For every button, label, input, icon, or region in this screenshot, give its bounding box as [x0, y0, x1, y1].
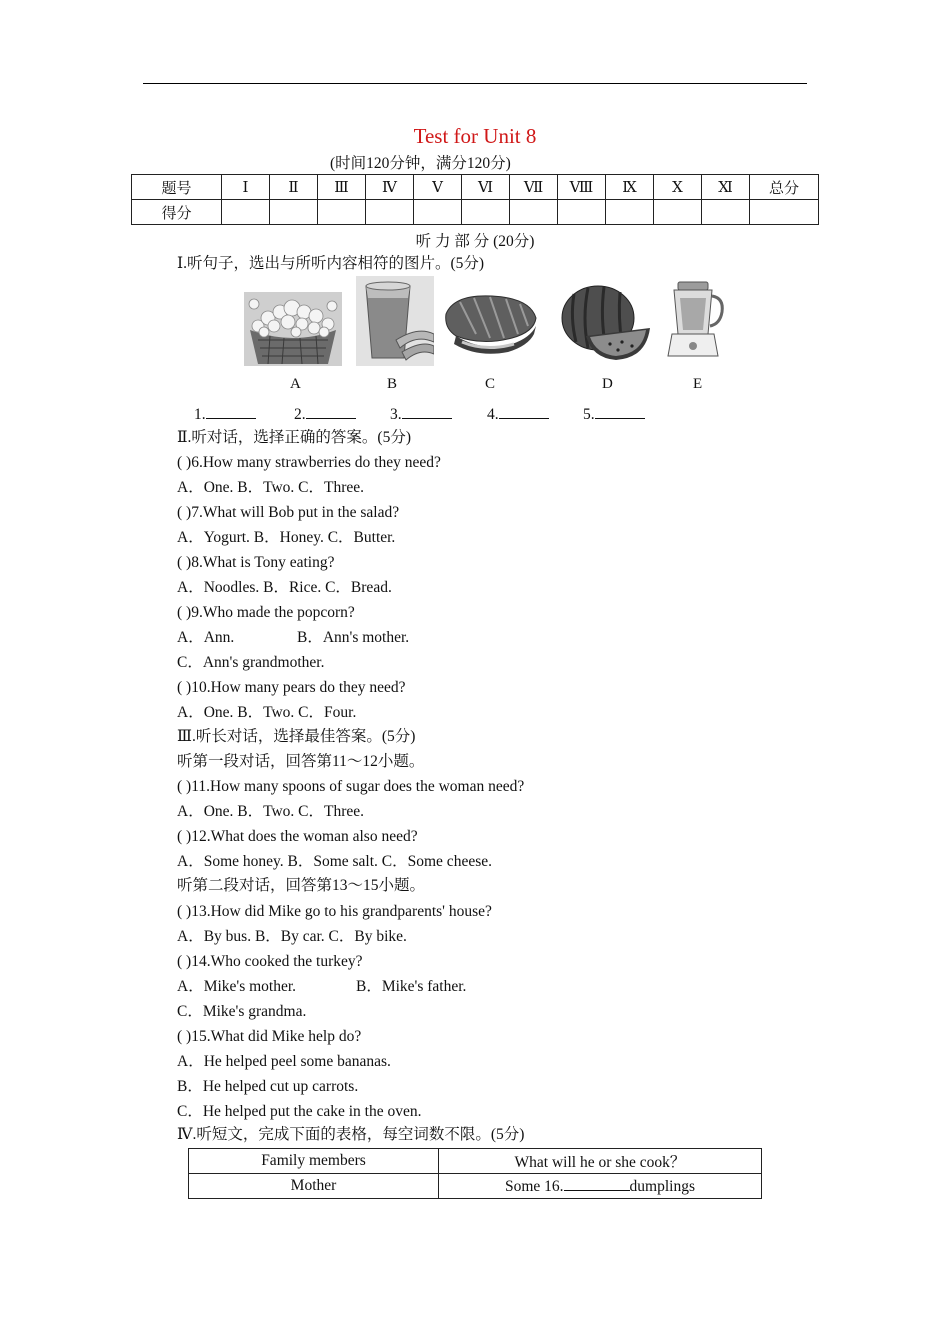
section4-heading: Ⅳ.听短文，完成下面的表格，每空词数不限。(5分)	[177, 1126, 525, 1143]
answer-blank-4[interactable]	[487, 404, 549, 425]
question-line: ( )15.What did Mike help do?	[177, 1028, 362, 1045]
question-line: ( )14.Who cooked the turkey?	[177, 953, 363, 970]
question-line: ( )9.Who made the popcorn?	[177, 604, 355, 621]
score-entry-cell[interactable]	[702, 200, 750, 225]
sandwich-icon	[442, 292, 540, 356]
score-cell: Ⅰ	[222, 175, 270, 200]
section2-heading: Ⅱ.听对话，选择正确的答案。(5分)	[177, 429, 411, 446]
page-subtitle: (时间120分钟，满分120分)	[330, 155, 511, 172]
score-cell: Ⅷ	[558, 175, 606, 200]
blank-number: 5.	[583, 406, 595, 423]
answer-blank-5[interactable]	[583, 404, 645, 425]
question-line: ( )12.What does the woman also need?	[177, 828, 418, 845]
option-line: A．Yogurt. B．Honey. C．Butter.	[177, 529, 396, 546]
milkshake-bananas-icon	[356, 276, 434, 366]
picture-label: C	[485, 376, 496, 392]
popcorn-basket-icon	[244, 292, 342, 366]
picture-label: D	[602, 376, 613, 392]
section3-heading: Ⅲ.听长对话，选择最佳答案。(5分)	[177, 728, 416, 745]
dish-suffix: dumplings	[629, 1178, 695, 1195]
score-cell: Ⅶ	[510, 175, 558, 200]
family-table-header-cell: What will he or she cook？	[439, 1149, 762, 1174]
blank-number: 4.	[487, 406, 499, 423]
option-line: A．Some honey. B．Some salt. C．Some cheese.	[177, 853, 492, 870]
option-line: A．One. B．Two. C．Four.	[177, 704, 357, 721]
family-table-row	[189, 1174, 762, 1199]
option-b: B．He helped cut up carrots.	[177, 1078, 359, 1095]
family-table-header-row	[189, 1149, 762, 1174]
blank-line[interactable]	[306, 404, 356, 419]
page-title: Test for Unit 8	[413, 124, 537, 148]
header-rule	[143, 83, 807, 84]
blank-line[interactable]	[595, 404, 645, 419]
score-entry-cell[interactable]	[462, 200, 510, 225]
score-cell: Ⅸ	[606, 175, 654, 200]
family-table	[188, 1148, 762, 1199]
answer-blank-2[interactable]	[294, 404, 356, 425]
picture-label: E	[693, 376, 703, 392]
question-line: ( )6.How many strawberries do they need?	[177, 454, 441, 471]
blank-line[interactable]	[206, 404, 256, 419]
picture-label: A	[290, 376, 301, 392]
score-cell: Ⅱ	[270, 175, 318, 200]
question-line: ( )8.What is Tony eating?	[177, 554, 335, 571]
instruction-line: 听第二段对话，回答第13～15小题。	[177, 877, 426, 894]
score-cell: Ⅺ	[702, 175, 750, 200]
blank-line[interactable]	[564, 1176, 630, 1191]
option-a: A．He helped peel some bananas.	[177, 1053, 391, 1070]
option-b: B．Ann's mother.	[297, 629, 410, 646]
score-table-header-row	[132, 175, 819, 200]
option-line: A．Noodles. B．Rice. C．Bread.	[177, 579, 392, 596]
watermelon-icon	[560, 284, 652, 362]
score-table-score-row	[132, 200, 819, 225]
question-line: ( )13.How did Mike go to his grandparents' house?	[177, 903, 492, 920]
score-table	[131, 174, 819, 225]
option-a: A．Ann.	[177, 629, 235, 646]
option-line: A．By bus. B．By car. C．By bike.	[177, 928, 407, 945]
dish-cell	[439, 1174, 762, 1199]
blank-number: Some 16.	[504, 1178, 564, 1195]
answer-blank-1[interactable]	[194, 404, 256, 425]
score-cell: 总分	[750, 175, 819, 200]
score-cell: Ⅴ	[414, 175, 462, 200]
option-a: A．Mike's mother.	[177, 978, 297, 995]
blender-icon	[662, 280, 728, 362]
instruction-line: 听第一段对话，回答第11～12小题。	[177, 753, 425, 770]
question-line: ( )10.How many pears do they need?	[177, 679, 406, 696]
blank-line[interactable]	[402, 404, 452, 419]
family-member-cell: Mother	[189, 1174, 439, 1199]
score-entry-cell[interactable]	[270, 200, 318, 225]
option-c: C．Ann's grandmother.	[177, 654, 325, 671]
score-entry-cell[interactable]	[750, 200, 819, 225]
answer-blank-3[interactable]	[390, 404, 452, 425]
score-entry-cell[interactable]	[558, 200, 606, 225]
section1-heading: Ⅰ.听句子，选出与所听内容相符的图片。(5分)	[177, 255, 485, 272]
score-entry-cell[interactable]	[654, 200, 702, 225]
score-entry-cell[interactable]	[222, 200, 270, 225]
picture-label: B	[387, 376, 398, 392]
score-cell: Ⅵ	[462, 175, 510, 200]
score-cell: Ⅹ	[654, 175, 702, 200]
option-line: A．One. B．Two. C．Three.	[177, 479, 365, 496]
family-table-header-cell: Family members	[189, 1149, 439, 1174]
option-c: C．He helped put the cake in the oven.	[177, 1103, 422, 1120]
score-label-cell: 得分	[132, 200, 222, 225]
option-line: A．One. B．Two. C．Three.	[177, 803, 365, 820]
score-entry-cell[interactable]	[510, 200, 558, 225]
score-cell: Ⅲ	[318, 175, 366, 200]
question-line: ( )7.What will Bob put in the salad?	[177, 504, 400, 521]
option-c: C．Mike's grandma.	[177, 1003, 307, 1020]
blank-number: 2.	[294, 406, 306, 423]
score-entry-cell[interactable]	[414, 200, 462, 225]
score-cell: 题号	[132, 175, 222, 200]
blank-line[interactable]	[499, 404, 549, 419]
option-b: B．Mike's father.	[356, 978, 467, 995]
score-entry-cell[interactable]	[606, 200, 654, 225]
listening-heading: 听 力 部 分 (20分)	[415, 233, 535, 250]
score-entry-cell[interactable]	[366, 200, 414, 225]
score-entry-cell[interactable]	[318, 200, 366, 225]
blank-number: 3.	[390, 406, 402, 423]
blank-number: 1.	[194, 406, 206, 423]
score-cell: Ⅳ	[366, 175, 414, 200]
question-line: ( )11.How many spoons of sugar does the woman need?	[177, 778, 525, 795]
